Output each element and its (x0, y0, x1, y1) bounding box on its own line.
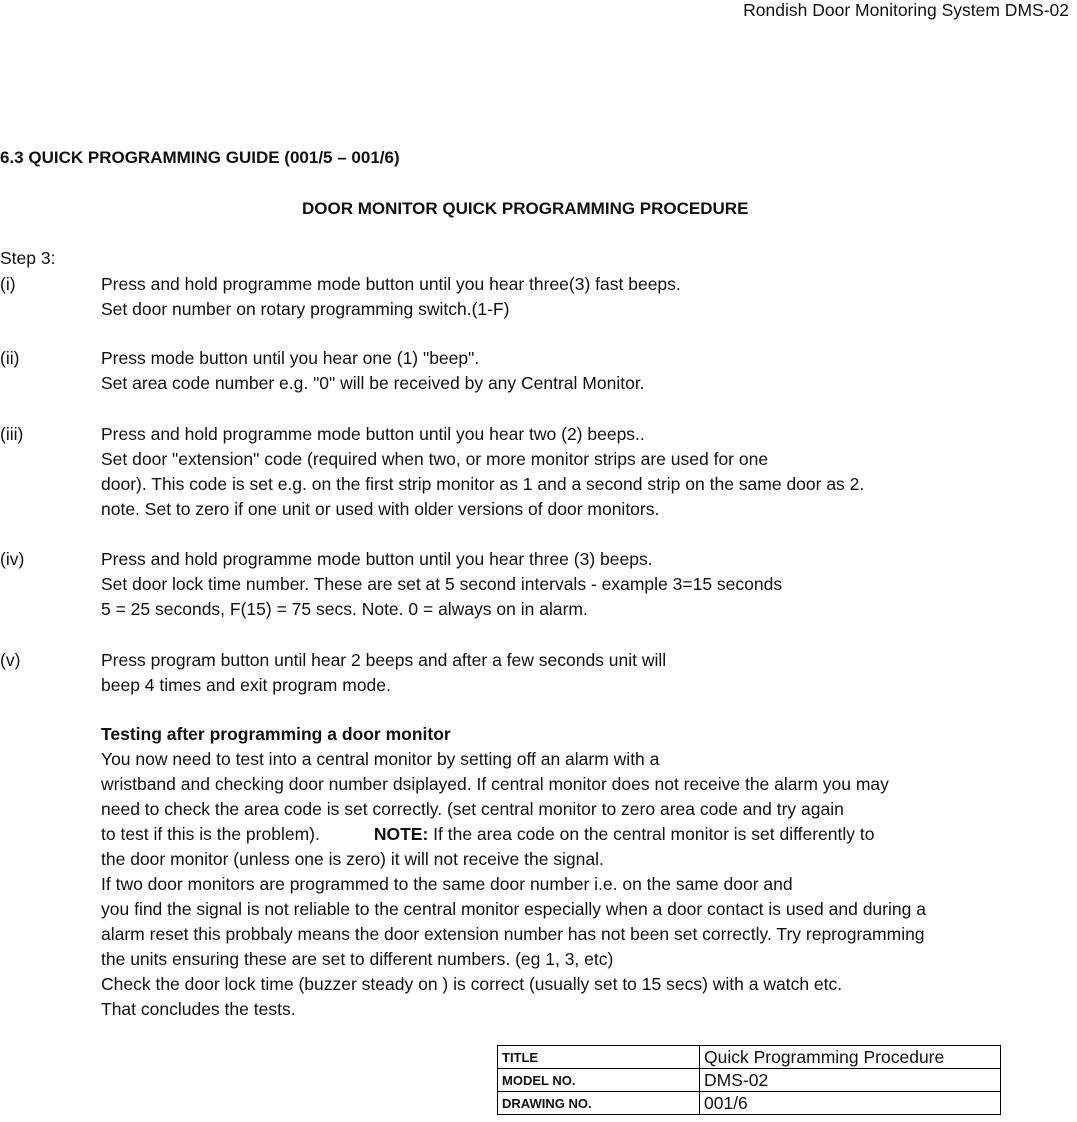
step-label: Step 3: (0, 248, 56, 268)
title-row (498, 1046, 1001, 1069)
step-line: Press mode button until you hear one (1) "beep". (101, 348, 480, 368)
step-number: (i) (0, 274, 16, 294)
testing-note-line (101, 824, 874, 845)
step-line: door). This code is set e.g. on the first strip monitor as 1 and a second strip on the same door as 2. (101, 474, 865, 494)
step-number: (iv) (0, 549, 25, 569)
testing-note-start: to test if this is the problem). (101, 824, 320, 844)
testing-line: need to check the area code is set correctly. (set central monitor to zero area code and try again (101, 799, 844, 819)
model-row (498, 1069, 1001, 1092)
step-number: (iii) (0, 424, 24, 444)
page-header: Rondish Door Monitoring System DMS-02 (743, 0, 1069, 20)
step-line: Set door lock time number. These are set at 5 second intervals - example 3=15 seconds (101, 574, 783, 594)
step-line: Press program button until hear 2 beeps and after a few seconds unit will (101, 650, 667, 670)
step-line: Set area code number e.g. "0" will be received by any Central Monitor. (101, 373, 645, 393)
testing-line: That concludes the tests. (101, 999, 296, 1019)
step-line: Set door "extension" code (required when two, or more monitor strips are used for one (101, 449, 769, 469)
title-block (497, 1045, 1001, 1115)
model-value: DMS-02 (700, 1069, 1001, 1092)
drawing-label: DRAWING NO. (498, 1092, 700, 1115)
testing-line: the units ensuring these are set to different numbers. (eg 1, 3, etc) (101, 949, 614, 969)
step-number: (v) (0, 650, 21, 670)
testing-line: wristband and checking door number dsiplayed. If central monitor does not receive the alarm you may (101, 774, 889, 794)
step-number: (ii) (0, 348, 20, 368)
step-line: beep 4 times and exit program mode. (101, 675, 391, 695)
step-line: Set door number on rotary programming switch.(1-F) (101, 299, 510, 319)
testing-line: alarm reset this probbaly means the door extension number has not been set correctly. Try reprogramming (101, 924, 925, 944)
section-title: 6.3 QUICK PROGRAMMING GUIDE (001/5 – 001/6) (0, 148, 400, 167)
procedure-title: DOOR MONITOR QUICK PROGRAMMING PROCEDURE (302, 199, 749, 218)
drawing-row (498, 1092, 1001, 1115)
testing-line: You now need to test into a central monitor by setting off an alarm with a (101, 749, 660, 769)
testing-heading: Testing after programming a door monitor (101, 724, 451, 744)
step-line: Press and hold programme mode button until you hear three(3) fast beeps. (101, 274, 681, 294)
step-line: Press and hold programme mode button until you hear two (2) beeps.. (101, 424, 645, 444)
note-label: NOTE: (373, 824, 429, 844)
testing-line: the door monitor (unless one is zero) it will not receive the signal. (101, 849, 604, 869)
model-label: MODEL NO. (498, 1069, 700, 1092)
step-line: 5 = 25 seconds, F(15) = 75 secs. Note. 0 = always on in alarm. (101, 599, 588, 619)
title-value: Quick Programming Procedure (700, 1046, 1001, 1069)
testing-note-end: If the area code on the central monitor is set differently to (428, 824, 875, 844)
title-label: TITLE (498, 1046, 700, 1069)
testing-line: Check the door lock time (buzzer steady on ) is correct (usually set to 15 secs) with a watch etc. (101, 974, 843, 994)
step-line: Press and hold programme mode button until you hear three (3) beeps. (101, 549, 653, 569)
testing-line: you find the signal is not reliable to the central monitor especially when a door contact is used and during a (101, 899, 926, 919)
drawing-value: 001/6 (700, 1092, 1001, 1115)
step-line: note. Set to zero if one unit or used with older versions of door monitors. (101, 499, 660, 519)
testing-line: If two door monitors are programmed to the same door number i.e. on the same door and (101, 874, 793, 894)
